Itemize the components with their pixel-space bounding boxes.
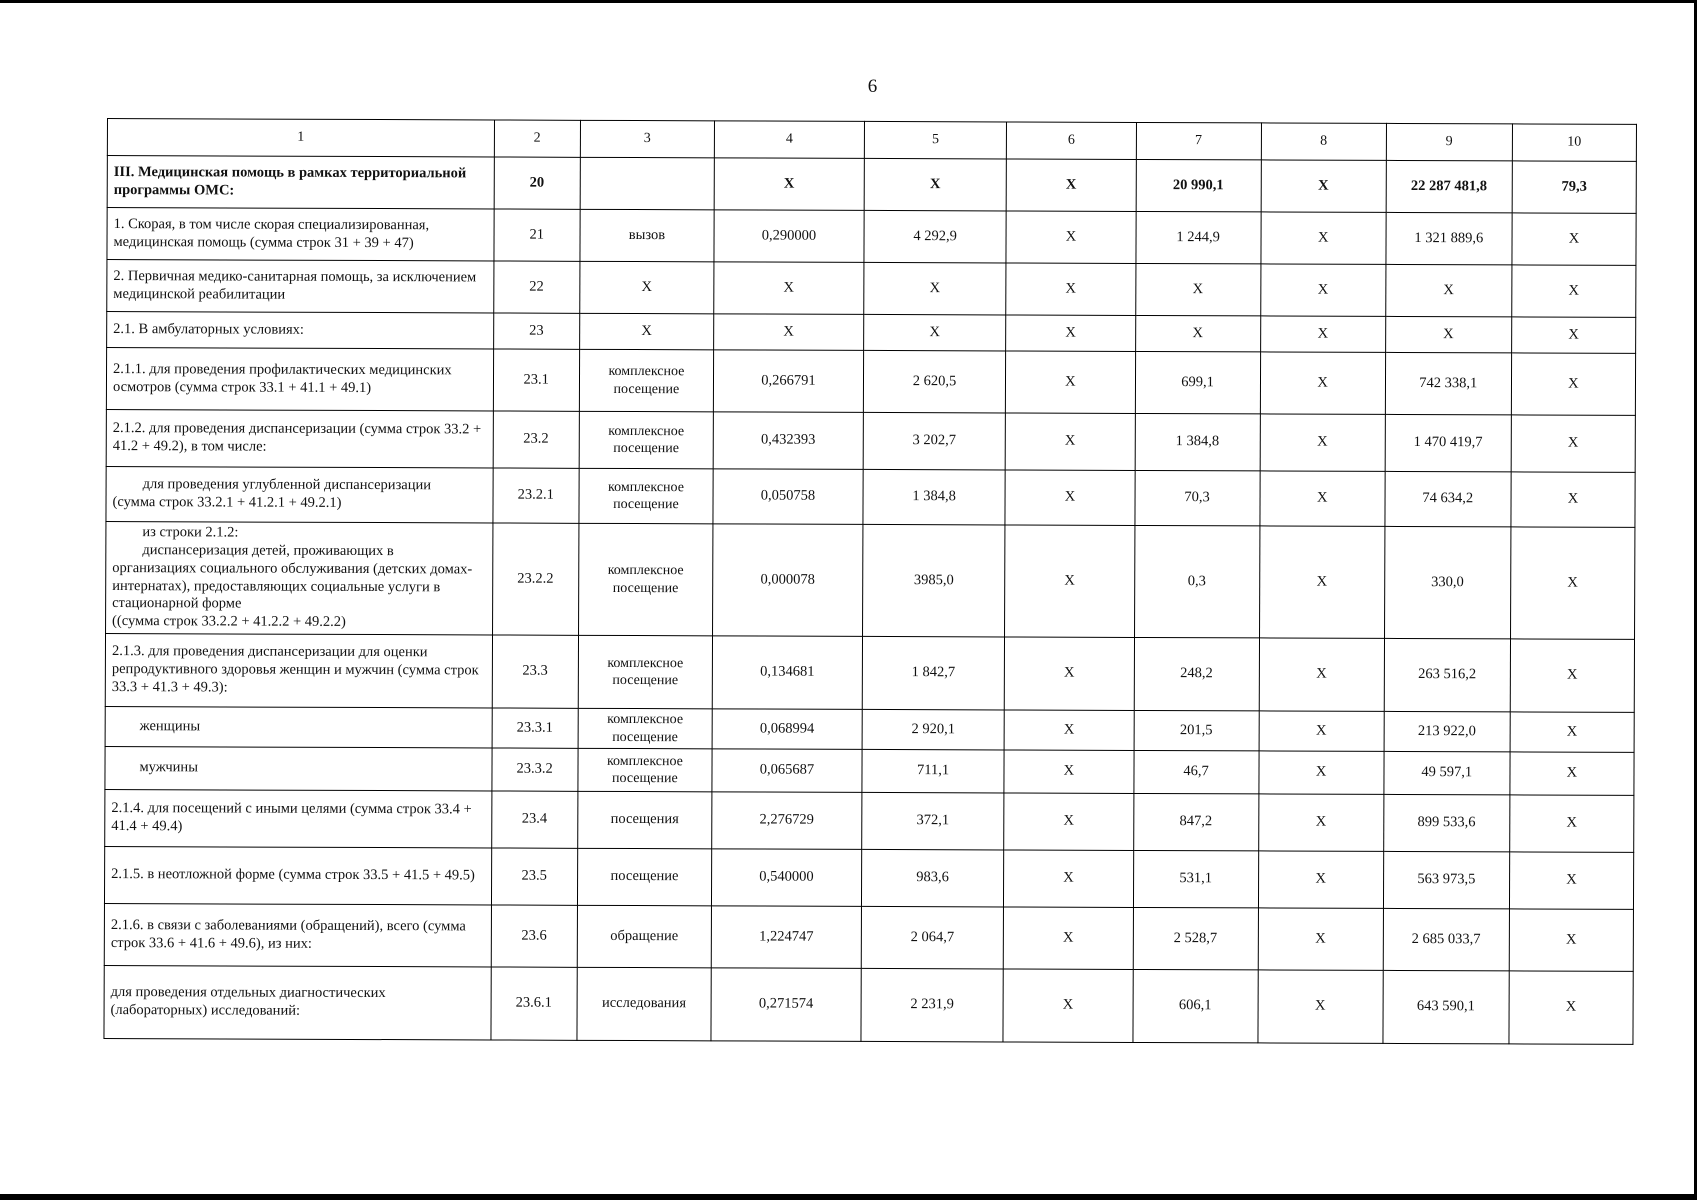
row-unit — [580, 157, 715, 210]
cell-c7: 1 244,9 — [1135, 211, 1260, 263]
row-unit: комплексное посещение — [578, 708, 712, 749]
row-code: 20 — [494, 157, 580, 209]
cell-c8: X — [1260, 471, 1385, 526]
cell-c7: 201,5 — [1134, 710, 1259, 750]
cell-c9: 1 321 889,6 — [1386, 212, 1512, 264]
cell-c6: X — [1005, 413, 1134, 470]
cell-c5: 711,1 — [862, 749, 1005, 793]
cell-c7: 46,7 — [1133, 750, 1258, 793]
row-name-line-2: (сумма строк 33.2.1 + 41.2.1 + 49.2.1) — [112, 494, 342, 511]
cell-c4: 0,000078 — [713, 524, 863, 637]
cell-c8: X — [1258, 851, 1383, 908]
program-table — [103, 118, 1637, 1045]
cell-c6: X — [1006, 351, 1135, 413]
cell-c8: X — [1258, 908, 1383, 970]
cell-c9: 742 338,1 — [1385, 352, 1511, 414]
cell-c8: X — [1259, 751, 1384, 794]
cell-c4: 1,224747 — [711, 906, 861, 969]
table-row — [105, 633, 1634, 712]
cell-c5: 2 620,5 — [863, 350, 1006, 413]
cell-c6: X — [1004, 793, 1133, 850]
cell-c9: 263 516,2 — [1384, 638, 1510, 711]
cell-c10: X — [1511, 317, 1635, 353]
cell-c9: 643 590,1 — [1383, 970, 1509, 1043]
table-row — [106, 348, 1635, 416]
row-name: мужчины — [105, 746, 492, 790]
row-unit: посещение — [577, 848, 712, 906]
cell-c8: X — [1260, 264, 1385, 316]
cell-c10: X — [1511, 415, 1635, 472]
cell-c7: X — [1135, 315, 1260, 351]
row-unit: комплексное посещение — [578, 635, 713, 709]
cell-c5: 2 920,1 — [862, 709, 1005, 750]
table-row — [107, 312, 1636, 354]
row-code: 23.2.2 — [492, 523, 579, 635]
cell-c8: X — [1259, 638, 1384, 711]
row-name-line-3: организациях социального обслуживания (детских домах-интернатах), предоставляющих социальные услуги в стационарной форме — [112, 559, 473, 612]
cell-c8: X — [1258, 970, 1383, 1043]
row-name: 2.1.5. в неотложной форме (сумма строк 33.5 + 41.5 + 49.5) — [104, 846, 491, 904]
cell-c7: 2 528,7 — [1133, 907, 1258, 969]
row-name: 2.1.1. для проведения профилактических медицинских осмотров (сумма строк 33.1 + 41.1 + 49.1) — [106, 348, 493, 411]
row-unit: вызов — [580, 209, 715, 262]
page-number: 6 — [867, 76, 878, 97]
cell-c6: X — [1005, 637, 1134, 710]
cell-c10: X — [1511, 353, 1635, 415]
scan-border-top — [0, 0, 1697, 3]
cell-c9: X — [1385, 264, 1511, 316]
row-code: 23.6 — [491, 905, 577, 967]
row-code: 23.6.1 — [491, 967, 577, 1040]
row-name: 2.1. В амбулаторных условиях: — [107, 312, 494, 349]
cell-c5: 983,6 — [861, 849, 1004, 907]
cell-c6: X — [1004, 850, 1133, 907]
table-row — [106, 409, 1635, 472]
cell-c4: 0,068994 — [712, 709, 862, 750]
row-name: 2. Первичная медико-санитарная помощь, за исключением медицинской реабилитации — [107, 260, 494, 313]
row-name — [106, 521, 493, 634]
cell-c4: 0,266791 — [713, 350, 863, 413]
table-row — [104, 846, 1633, 909]
row-unit: обращение — [577, 905, 712, 968]
cell-c7: 20 990,1 — [1136, 159, 1261, 211]
cell-c7: 0,3 — [1134, 525, 1260, 637]
cell-c9: 2 685 033,7 — [1383, 908, 1509, 970]
cell-c8: X — [1259, 711, 1384, 751]
row-name: 1. Скорая, в том числе скорая специализированная, медицинская помощь (сумма строк 31 + 39 + 47) — [107, 208, 494, 261]
cell-c10: 79,3 — [1512, 161, 1636, 213]
col-header-8: 8 — [1261, 123, 1386, 160]
cell-c4: 0,432393 — [713, 412, 863, 470]
row-name: для проведения отдельных диагностических (лабораторных) исследований: — [104, 965, 491, 1039]
cell-c5: 1 842,7 — [862, 636, 1005, 710]
row-unit: комплексное посещение — [578, 523, 713, 636]
col-header-4: 4 — [714, 121, 864, 159]
row-code: 23.3.1 — [492, 708, 578, 748]
row-unit: комплексное посещение — [578, 748, 712, 792]
cell-c5: 3 202,7 — [863, 412, 1006, 470]
cell-c5: 2 064,7 — [861, 906, 1004, 969]
cell-c5: 4 292,9 — [864, 210, 1007, 263]
cell-c9: 563 973,5 — [1383, 851, 1509, 908]
cell-c7: 70,3 — [1134, 470, 1259, 525]
row-name: 2.1.2. для проведения диспансеризации (сумма строк 33.2 + 41.2 + 49.2), в том числе: — [106, 409, 493, 467]
table-row — [107, 260, 1636, 318]
cell-c10: X — [1509, 971, 1633, 1044]
row-unit: комплексное посещение — [579, 411, 714, 469]
col-header-5: 5 — [864, 121, 1007, 159]
col-header-3: 3 — [580, 120, 714, 158]
row-code: 23.4 — [491, 791, 577, 848]
cell-c6: X — [1006, 315, 1135, 351]
cell-c7: 1 384,8 — [1135, 413, 1260, 470]
table-row — [105, 706, 1634, 752]
row-code: 23.1 — [493, 349, 579, 411]
cell-c6: X — [1005, 470, 1134, 525]
table-row — [105, 746, 1634, 795]
row-unit: посещения — [577, 791, 712, 849]
cell-c10: X — [1512, 213, 1636, 265]
cell-c4: X — [714, 314, 864, 351]
cell-c10: X — [1510, 795, 1634, 852]
row-unit: комплексное посещение — [579, 468, 714, 524]
col-header-6: 6 — [1007, 122, 1136, 159]
cell-c4: 0,065687 — [712, 749, 862, 793]
row-name-line-1: из строки 2.1.2: — [142, 524, 239, 541]
cell-c4: 0,050758 — [713, 469, 863, 525]
cell-c5: X — [863, 314, 1006, 351]
row-name: женщины — [105, 706, 492, 747]
cell-c4: X — [714, 262, 864, 315]
cell-c6: X — [1006, 263, 1135, 315]
col-header-1: 1 — [107, 119, 494, 157]
row-name: 2.1.3. для проведения диспансеризации для оценки репродуктивного здоровья женщин и мужчин (сумма строк 33.3 + 41.3 + 49.3): — [105, 633, 492, 707]
cell-c8: X — [1259, 526, 1385, 638]
table-row — [104, 903, 1633, 971]
cell-c8: X — [1260, 316, 1385, 352]
table-row — [105, 789, 1634, 852]
row-name — [106, 466, 493, 522]
cell-c9: 330,0 — [1384, 526, 1511, 638]
row-code: 23.2.1 — [493, 468, 579, 523]
row-name-line-2: диспансеризация детей, проживающих в — [142, 542, 394, 560]
cell-c5: X — [864, 262, 1007, 315]
cell-c10: X — [1512, 265, 1636, 317]
cell-c10: X — [1510, 639, 1634, 712]
row-name-line-1: для проведения углубленной диспансеризации — [142, 476, 432, 494]
row-code: 23 — [493, 313, 579, 349]
cell-c4: 0,271574 — [711, 968, 861, 1042]
row-name: 2.1.4. для посещений с иными целями (сумма строк 33.4 + 41.4 + 49.4) — [105, 789, 492, 847]
cell-c5: X — [864, 158, 1007, 211]
cell-c9: 1 470 419,7 — [1385, 414, 1511, 471]
row-unit: X — [579, 261, 714, 314]
col-header-9: 9 — [1386, 123, 1512, 160]
table-row — [107, 208, 1636, 266]
table-row — [107, 156, 1636, 214]
cell-c6: X — [1003, 969, 1132, 1042]
row-code: 23.3.2 — [492, 748, 578, 791]
row-code: 23.5 — [491, 848, 577, 905]
row-code: 21 — [494, 209, 580, 261]
row-code: 23.2 — [493, 411, 579, 468]
cell-c8: X — [1260, 414, 1385, 471]
table-row — [106, 466, 1635, 527]
cell-c7: 531,1 — [1133, 850, 1258, 907]
cell-c6: X — [1004, 710, 1133, 750]
cell-c7: 847,2 — [1133, 793, 1258, 850]
cell-c4: 0,134681 — [712, 636, 862, 710]
cell-c7: 606,1 — [1132, 969, 1257, 1042]
row-code: 23.3 — [492, 635, 578, 708]
row-unit: комплексное посещение — [579, 349, 714, 412]
scan-border-bottom — [0, 1194, 1697, 1200]
cell-c4: 0,290000 — [714, 210, 864, 263]
cell-c8: X — [1261, 160, 1386, 212]
row-code: 22 — [493, 261, 579, 313]
cell-c9: 213 922,0 — [1384, 711, 1510, 751]
cell-c5: 372,1 — [861, 792, 1004, 850]
cell-c7: 248,2 — [1134, 637, 1259, 710]
row-name: 2.1.6. в связи с заболеваниями (обращений), всего (сумма строк 33.6 + 41.6 + 49.6), из них: — [104, 903, 491, 966]
cell-c10: X — [1511, 472, 1635, 527]
cell-c10: X — [1509, 852, 1633, 909]
col-header-7: 7 — [1136, 122, 1261, 159]
table-row — [104, 965, 1633, 1044]
cell-c8: X — [1260, 352, 1385, 414]
cell-c10: X — [1510, 752, 1634, 795]
col-header-10: 10 — [1512, 124, 1636, 161]
row-unit: X — [579, 313, 713, 350]
cell-c4: 2,276729 — [712, 792, 862, 850]
cell-c9: 74 634,2 — [1385, 471, 1511, 526]
cell-c9: 22 287 481,8 — [1386, 160, 1512, 212]
cell-c9: X — [1385, 316, 1511, 352]
cell-c6: X — [1004, 907, 1133, 969]
row-name-line-4: ((сумма строк 33.2.2 + 41.2.2 + 49.2.2) — [112, 612, 346, 630]
cell-c4: X — [714, 158, 864, 211]
cell-c4: 0,540000 — [712, 849, 862, 907]
cell-c5: 2 231,9 — [861, 968, 1004, 1042]
header-row — [107, 119, 1636, 162]
cell-c6: X — [1004, 750, 1133, 793]
cell-c9: 899 533,6 — [1383, 794, 1509, 851]
cell-c10: X — [1510, 712, 1634, 752]
row-name: III. Медицинская помощь в рамках территориальной программы ОМС: — [107, 156, 494, 209]
cell-c6: X — [1006, 159, 1135, 211]
cell-c6: X — [1006, 211, 1135, 263]
col-header-2: 2 — [494, 120, 580, 157]
cell-c9: 49 597,1 — [1384, 751, 1510, 794]
cell-c10: X — [1510, 527, 1635, 639]
cell-c8: X — [1261, 212, 1386, 264]
cell-c5: 3985,0 — [862, 524, 1005, 637]
cell-c10: X — [1509, 909, 1633, 971]
table-row — [106, 521, 1635, 639]
cell-c7: 699,1 — [1135, 351, 1260, 413]
cell-c7: X — [1135, 263, 1260, 315]
row-unit: исследования — [577, 967, 712, 1041]
cell-c6: X — [1005, 525, 1135, 637]
cell-c5: 1 384,8 — [863, 469, 1006, 525]
cell-c8: X — [1258, 794, 1383, 851]
